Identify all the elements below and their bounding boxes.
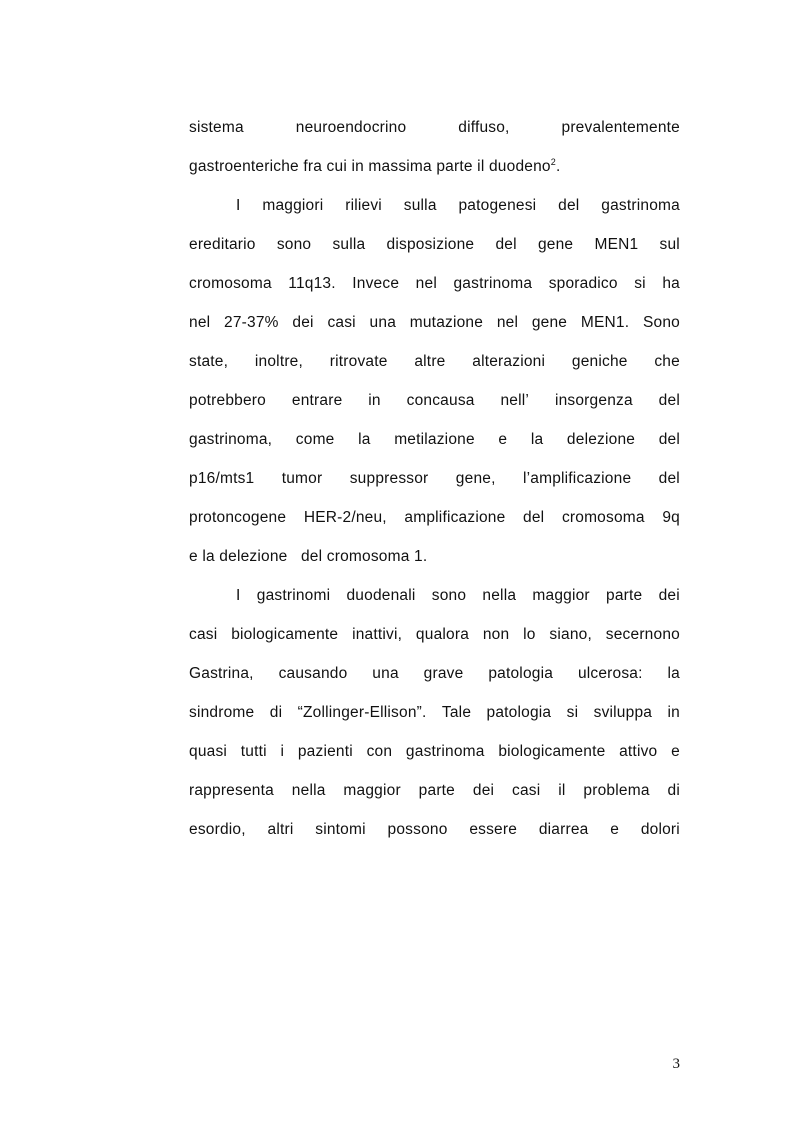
text-line: e la delezione del cromosoma 1. [189,548,428,565]
footnote-reference: 2 [550,156,556,167]
text-line: esordio, altri sintomi possono essere diarrea e dolori [189,821,680,838]
body-text [189,108,680,849]
text-line: quasi tutti i pazienti con gastrinoma biologicamente attivo e [189,743,680,760]
text-line: sistema neuroendocrino diffuso, prevalentemente [189,119,680,136]
text-line: I maggiori rilievi sulla patogenesi del gastrinoma [236,197,680,214]
text-line: ereditario sono sulla disposizione del gene MEN1 sul [189,236,680,253]
text-line: casi biologicamente inattivi, qualora non lo siano, secernono [189,626,680,643]
text-line: state, inoltre, ritrovate altre alterazioni geniche che [189,353,680,370]
text-line: protoncogene HER-2/neu, amplificazione del cromosoma 9q [189,509,680,526]
text-line: cromosoma 11q13. Invece nel gastrinoma sporadico si ha [189,275,680,292]
text-line: p16/mts1 tumor suppressor gene, l’amplificazione del [189,470,680,487]
text-line: sindrome di “Zollinger-Ellison”. Tale patologia si sviluppa in [189,704,680,721]
text-line: gastroenteriche fra cui in massima parte il duodeno$^2$. [189,156,561,175]
page-number: 3 [672,1056,680,1072]
text-line: I gastrinomi duodenali sono nella maggior parte dei [236,587,680,604]
text-line: Gastrina, causando una grave patologia ulcerosa: la [189,665,680,682]
text-line: gastrinoma, come la metilazione e la delezione del [189,431,680,448]
text-line: potrebbero entrare in concausa nell’ insorgenza del [189,392,680,409]
text-line: rappresenta nella maggior parte dei casi il problema di [189,782,680,799]
text-line: nel 27-37% dei casi una mutazione nel gene MEN1. Sono [189,314,680,331]
